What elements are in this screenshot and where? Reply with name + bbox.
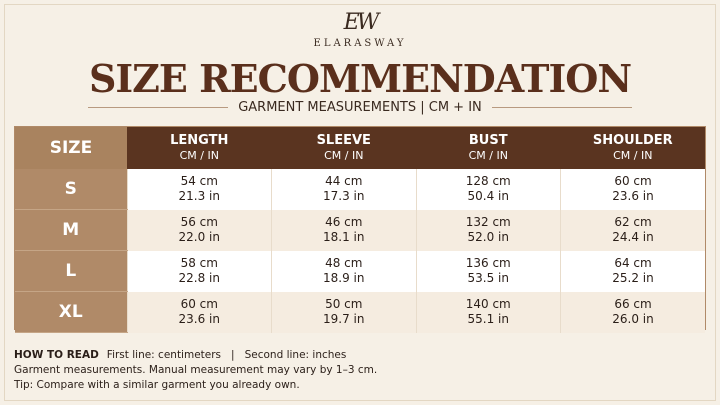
cell-in: 23.6 in xyxy=(178,312,220,326)
column-header-length xyxy=(127,127,272,169)
table-cell xyxy=(416,210,561,251)
cell-in: 19.7 in xyxy=(323,312,365,326)
cell-in: 18.1 in xyxy=(323,230,365,244)
column-unit: CM / IN xyxy=(468,149,508,162)
how-to-read-label: HOW TO READ xyxy=(14,349,99,361)
page-subtitle: GARMENT MEASUREMENTS | CM + IN xyxy=(238,99,482,115)
size-label: XL xyxy=(15,292,127,333)
column-label: SLEEVE xyxy=(316,133,371,148)
how-to-read-text: First line: centimeters | Second line: inches xyxy=(106,349,347,361)
cell-in: 26.0 in xyxy=(612,312,654,326)
cell-cm: 54 cm xyxy=(180,174,218,189)
cell-cm: 46 cm xyxy=(325,215,363,229)
cell-in: 22.8 in xyxy=(178,271,220,285)
cell-in: 52.0 in xyxy=(467,230,509,244)
size-label: L xyxy=(15,251,127,292)
table-cell xyxy=(272,169,417,210)
brand-logo xyxy=(0,10,720,49)
column-header-shoulder xyxy=(561,127,706,169)
column-unit: CM / IN xyxy=(179,149,219,162)
footer-notes xyxy=(14,348,706,393)
cell-cm: 140 cm xyxy=(465,297,511,311)
column-label: SHOULDER xyxy=(592,133,673,148)
cell-in: 23.6 in xyxy=(612,189,654,204)
column-header-bust xyxy=(416,127,561,169)
column-label: BUST xyxy=(468,133,508,148)
divider-right xyxy=(492,107,632,108)
column-unit: CM / IN xyxy=(324,149,364,162)
cell-cm: 62 cm xyxy=(614,215,652,229)
column-label: LENGTH xyxy=(170,133,229,148)
cell-cm: 58 cm xyxy=(180,256,218,270)
table-row xyxy=(15,169,705,210)
cell-in: 24.4 in xyxy=(612,230,654,244)
table-cell xyxy=(127,251,272,292)
size-label: M xyxy=(15,210,127,251)
table-cell xyxy=(272,292,417,333)
table-row xyxy=(15,292,705,333)
subtitle-row xyxy=(0,97,720,117)
table-cell xyxy=(127,292,272,333)
size-label: S xyxy=(15,169,127,210)
table-cell xyxy=(561,251,706,292)
table-cell xyxy=(272,251,417,292)
cell-in: 25.2 in xyxy=(612,271,654,285)
cell-cm: 132 cm xyxy=(465,215,511,229)
table-header-row xyxy=(15,127,705,169)
table-row xyxy=(15,210,705,251)
cell-cm: 66 cm xyxy=(614,297,652,311)
cell-cm: 44 cm xyxy=(325,174,363,189)
cell-cm: 56 cm xyxy=(180,215,218,229)
cell-cm: 136 cm xyxy=(465,256,511,270)
table-cell xyxy=(416,292,561,333)
cell-cm: 60 cm xyxy=(614,174,652,189)
cell-in: 18.9 in xyxy=(323,271,365,285)
cell-in: 55.1 in xyxy=(467,312,509,326)
cell-in: 22.0 in xyxy=(178,230,220,244)
table-cell xyxy=(561,292,706,333)
table-cell xyxy=(416,169,561,210)
column-header-sleeve xyxy=(272,127,417,169)
table-row xyxy=(15,251,705,292)
table-cell xyxy=(561,210,706,251)
cell-cm: 50 cm xyxy=(325,297,363,311)
size-header: SIZE xyxy=(15,127,127,169)
cell-cm: 48 cm xyxy=(325,256,363,270)
table-cell xyxy=(416,251,561,292)
divider-left xyxy=(88,107,228,108)
table-cell xyxy=(272,210,417,251)
size-table xyxy=(14,126,706,330)
table-cell xyxy=(127,169,272,210)
cell-in: 21.3 in xyxy=(178,189,220,204)
tip-note: Tip: Compare with a similar garment you already own. xyxy=(14,379,300,391)
table-cell xyxy=(127,210,272,251)
cell-in: 53.5 in xyxy=(467,271,509,285)
cell-in: 50.4 in xyxy=(467,189,509,204)
measurement-note: Garment measurements. Manual measurement may vary by 1–3 cm. xyxy=(14,364,378,376)
page-title: SIZE RECOMMENDATION xyxy=(88,56,632,101)
brand-name: ELARASWAY xyxy=(313,38,407,49)
brand-monogram: EW xyxy=(343,10,377,35)
column-unit: CM / IN xyxy=(613,149,653,162)
cell-cm: 64 cm xyxy=(614,256,652,270)
cell-cm: 60 cm xyxy=(180,297,218,311)
cell-cm: 128 cm xyxy=(465,174,511,189)
how-to-read-line xyxy=(14,348,706,363)
cell-in: 17.3 in xyxy=(323,189,365,204)
table-cell xyxy=(561,169,706,210)
